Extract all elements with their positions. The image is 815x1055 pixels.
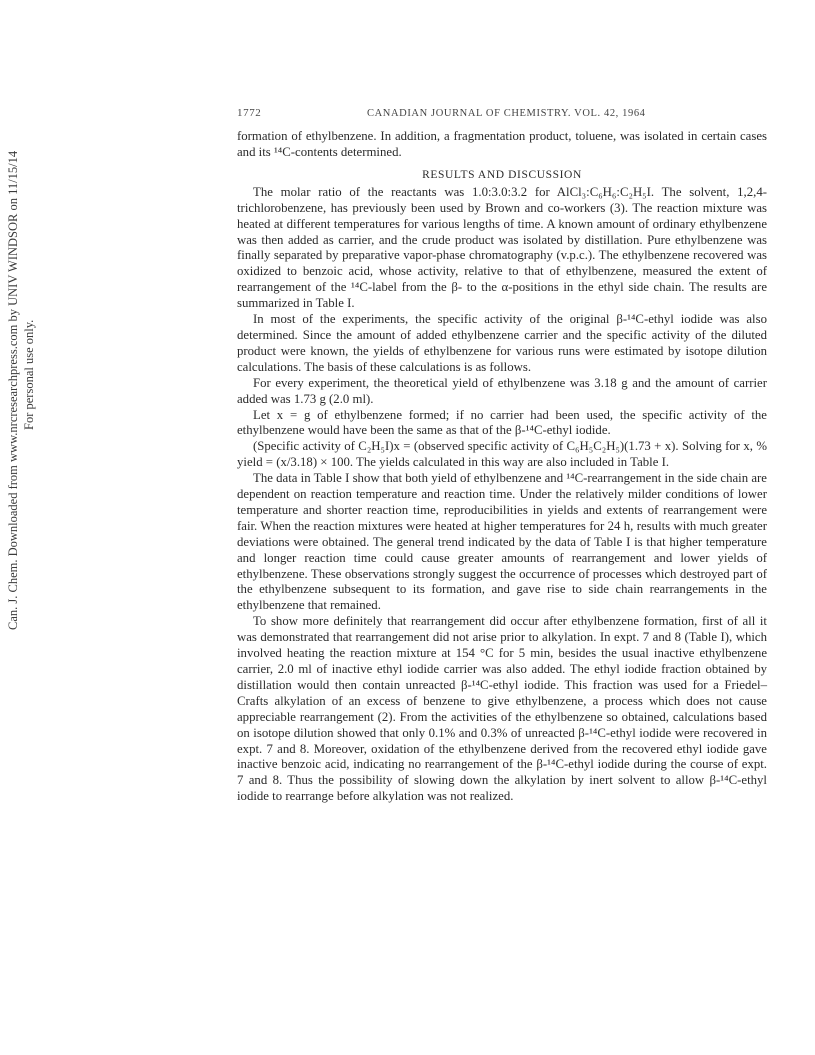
paragraph-rearrangement: To show more definitely that rearrangement did occur after ethylbenzene formation, first of all it was demonstrated that rearrangement did not arise prior to alkylation. In expt. 7 and 8 (Table I), which involved heating the reaction mixture at 154 °C for 5 min, besides the usual inactive ethylbenzene carrier, 2.0 ml of inactive ethyl iodide carrier was also added. The ethyl iodide fraction obtained by distillation would then contain unreacted β-¹⁴C-ethyl iodide. This fraction was used for a Friedel–Crafts alkylation of an excess of benzene to give ethylbenzene, a process which does not cause appreciable rearrangement (2). From the activities of the ethylbenzene so obtained, calculations based on isotope dilution showed that only 0.1% and 0.3% of unreacted β-¹⁴C-ethyl iodide were recovered in expt. 7 and 8. Moreover, oxidation of the ethylbenzene derived from the recovered ethyl iodide gave inactive benzoic acid, indicating no rearrangement of the β-¹⁴C-ethyl iodide during the course of expt. 7 and 8. Thus the possibility of slowing down the alkylation by inert solvent to allow β-¹⁴C-ethyl iodide to rearrange before alkylation was not realized. (237, 614, 767, 804)
paragraph-molar-ratio: The molar ratio of the reactants was 1.0:3.0:3.2 for AlCl₃:C₆H₆:C₂H₅I. The solvent, 1,2,4-trichlorobenzene, has previously been used by Brown and co-workers (3). The reaction mixture was heated at different temperatures for various lengths of time. A known amount of ordinary ethylbenzene was then added as carrier, and the crude product was isolated by distillation. Pure ethylbenzene was finally separated by preparative vapor-phase chromatography (v.p.c.). The ethylbenzene recovered was oxidized to benzoic acid, whose activity, relative to that of ethylbenzene, measured the extent of rearrangement of the ¹⁴C-label from the β- to the α-positions in the ethyl side chain. The results are summarized in Table I. (237, 184, 767, 311)
journal-title: CANADIAN JOURNAL OF CHEMISTRY. VOL. 42, 1964 (367, 108, 646, 119)
download-watermark (2, 20, 62, 1055)
download-notice: Can. J. Chem. Downloaded from www.nrcresearchpress.com by UNIV WINDSOR on 11/15/14 (6, 150, 20, 630)
section-heading: RESULTS AND DISCUSSION (422, 168, 582, 181)
paragraph-table-data: The data in Table I show that both yield of ethylbenzene and ¹⁴C-rearrangement in the side chain are dependent on reaction temperature and reaction time. Under the relatively milder conditions of lower temperature and shorter reaction time, reproducibilities in yields and extents of rearrangement were fair. When the reaction mixtures were heated at higher temperatures for 24 h, results with much greater deviations were obtained. The general trend indicated by the data of Table I is that higher temperature and longer reaction time could cause greater amounts of rearrangement and lower yields of ethylbenzene. These observations strongly suggest the occurrence of processes which destroyed part of the ethylbenzene subsequent to its formation, and gave rise to side chain rearrangements in the ethylbenzene that remained. (237, 471, 767, 613)
paragraph-continuation: formation of ethylbenzene. In addition, a fragmentation product, toluene, was isolated in certain cases and its ¹⁴C-contents determined. (237, 129, 767, 159)
page-number: 1772 (237, 107, 262, 119)
paragraph-equation: (Specific activity of C₂H₅I)x = (observed specific activity of C₆H₅C₂H₅)(1.73 + x). Solving for x, % yield = (x/3.18) × 100. The yields calculated in this way are also included in Table I. (237, 439, 767, 470)
paragraph-let-x: Let x = g of ethylbenzene formed; if no carrier had been used, the specific activity of the ethylbenzene would have been the same as that of the β-¹⁴C-ethyl iodide. (237, 407, 767, 438)
paragraph-theoretical-yield: For every experiment, the theoretical yield of ethylbenzene was 3.18 g and the amount of carrier added was 1.73 g (2.0 ml). (237, 375, 767, 406)
paragraph-specific-activity: In most of the experiments, the specific activity of the original β-¹⁴C-ethyl iodide was also determined. Since the amount of added ethylbenzene carrier and the specific activity of the diluted product were known, the yields of ethylbenzene for various runs were estimated by isotope dilution calculations. The basis of these calculations is as follows. (237, 312, 767, 374)
running-head (237, 107, 767, 121)
personal-use-notice: For personal use only. (22, 319, 36, 430)
journal-page (237, 107, 767, 805)
